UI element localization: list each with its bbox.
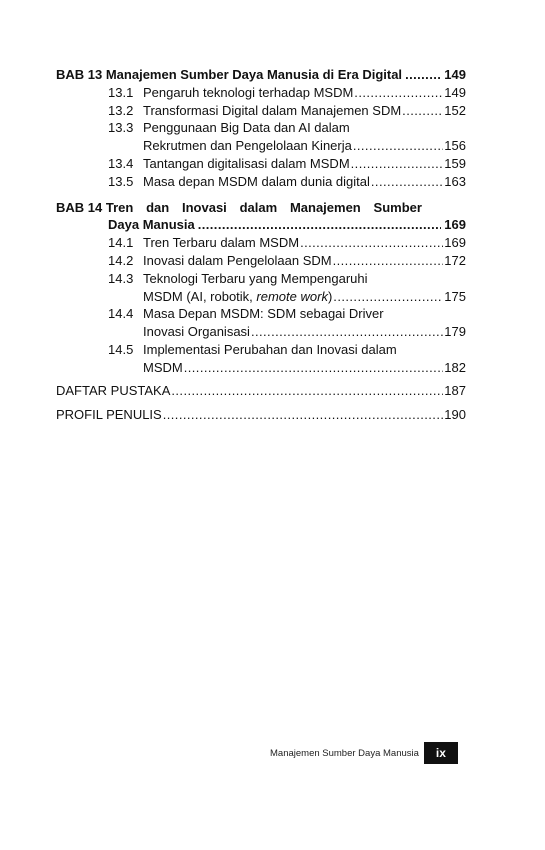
section-number: 13.2: [108, 102, 134, 118]
page-number: 179: [444, 324, 466, 340]
section-title-continued: Inovasi Organisasi: [143, 324, 250, 340]
spacer: [56, 191, 466, 199]
dot-leader: [354, 84, 443, 102]
toc-entry-13-3-line-2[interactable]: [56, 137, 466, 155]
chapter-title-word: Sumber: [373, 199, 422, 215]
section-number: 14.4: [108, 306, 134, 322]
section-title: Masa depan MSDM dalam dunia digital: [143, 173, 370, 189]
section-number: 14.5: [108, 341, 134, 357]
page-number: 172: [444, 252, 466, 268]
toc-entry-13-3-line-1[interactable]: [56, 119, 466, 137]
toc-entry-14-3-line-1[interactable]: [56, 270, 466, 288]
page-number: 149: [444, 67, 466, 82]
toc-entry-14-5-line-2[interactable]: [56, 359, 466, 377]
toc-entry-14-2[interactable]: [56, 252, 466, 270]
toc-entry-14-1[interactable]: [56, 234, 466, 252]
section-number: 14.2: [108, 252, 134, 268]
page-number: 182: [444, 359, 466, 375]
chapter-title-word: Inovasi: [182, 199, 227, 215]
page-number: 175: [444, 288, 466, 304]
section-number: 13.5: [108, 173, 134, 189]
toc-entry-14-4-line-2[interactable]: [56, 323, 466, 341]
chapter-title-continued: Daya Manusia: [108, 217, 195, 233]
section-title-continued: Rekrutmen dan Pengelolaan Kinerja: [143, 138, 352, 154]
dot-leader: [405, 66, 441, 84]
toc-entry-13-1[interactable]: [56, 84, 466, 102]
section-title: Tantangan digitalisasi dalam MSDM: [143, 155, 350, 171]
dot-leader: [171, 382, 443, 400]
toc-entry-13-5[interactable]: [56, 173, 466, 191]
page-footer: [270, 742, 458, 764]
toc-entry-daftar-pustaka[interactable]: [56, 382, 466, 400]
page-number: 152: [444, 102, 466, 118]
toc-entry-profil-penulis[interactable]: [56, 406, 466, 424]
section-number: 13.3: [108, 120, 134, 136]
spacer: [56, 399, 466, 406]
dot-leader: [333, 252, 444, 270]
section-number: 14.1: [108, 235, 134, 251]
section-number: 13.1: [108, 84, 134, 100]
table-of-contents: [56, 66, 466, 424]
chapter-title: BAB 13 Manajemen Sumber Daya Manusia di Era Digital: [56, 67, 403, 82]
section-title: Pengaruh teknologi terhadap MSDM: [143, 84, 354, 100]
entry-title: PROFIL PENULIS: [56, 407, 162, 423]
dot-leader: [333, 288, 443, 306]
page-number: 169: [444, 235, 466, 251]
section-title: Transformasi Digital dalam Manajemen SDM: [143, 102, 402, 118]
page-number: 163: [444, 173, 466, 189]
dot-leader: [351, 155, 444, 173]
section-title: Masa Depan MSDM: SDM sebagai Driver: [143, 306, 384, 322]
section-number: 14.3: [108, 270, 134, 286]
footer-page-number: ix: [424, 742, 458, 764]
toc-entry-13-4[interactable]: [56, 155, 466, 173]
dot-leader: [184, 359, 444, 377]
chapter-title-word: dan: [146, 199, 170, 215]
toc-entry-14-3-line-2[interactable]: [56, 288, 466, 306]
chapter-title: [56, 199, 422, 217]
section-title: Tren Terbaru dalam MSDM: [143, 235, 300, 251]
chapter-title-word: Manajemen: [289, 199, 361, 215]
section-number: 13.4: [108, 155, 134, 171]
entry-title: DAFTAR PUSTAKA: [56, 382, 171, 398]
toc-entry-14-4-line-1[interactable]: [56, 305, 466, 323]
title-text: ): [327, 288, 333, 304]
page-number: 190: [444, 407, 466, 423]
dot-leader: [353, 137, 443, 155]
section-title-continued: [143, 288, 332, 306]
dot-leader: [300, 234, 443, 252]
page-number: 159: [444, 155, 466, 171]
page-number: 169: [444, 217, 466, 233]
toc-entry-bab-14-line-1[interactable]: [56, 199, 466, 217]
section-title: Implementasi Perubahan dan Inovasi dalam: [143, 341, 397, 357]
toc-entry-14-5-line-1[interactable]: [56, 341, 466, 359]
chapter-title-word: dalam: [239, 199, 278, 215]
section-title: Teknologi Terbaru yang Mempengaruhi: [143, 270, 368, 286]
page-number: 149: [444, 84, 466, 100]
section-title: Inovasi dalam Pengelolaan SDM: [143, 252, 332, 268]
toc-entry-bab-13[interactable]: [56, 66, 466, 84]
page-number: 187: [444, 382, 466, 398]
chapter-title-word: BAB 14 Tren: [56, 199, 134, 215]
footer-book-title: Manajemen Sumber Daya Manusia: [270, 747, 419, 759]
dot-leader: [251, 323, 443, 341]
title-italic-text: remote work: [256, 288, 328, 304]
dot-leader: [198, 216, 442, 234]
section-title-continued: MSDM: [143, 359, 183, 375]
dot-leader: [402, 102, 443, 120]
toc-entry-13-2[interactable]: [56, 102, 466, 120]
dot-leader: [371, 173, 443, 191]
toc-entry-bab-14-line-2[interactable]: [56, 216, 466, 234]
title-text: MSDM (AI, robotik,: [143, 288, 257, 304]
section-title: Penggunaan Big Data dan AI dalam: [143, 120, 350, 136]
dot-leader: [163, 406, 444, 424]
page-number: 156: [444, 138, 466, 154]
